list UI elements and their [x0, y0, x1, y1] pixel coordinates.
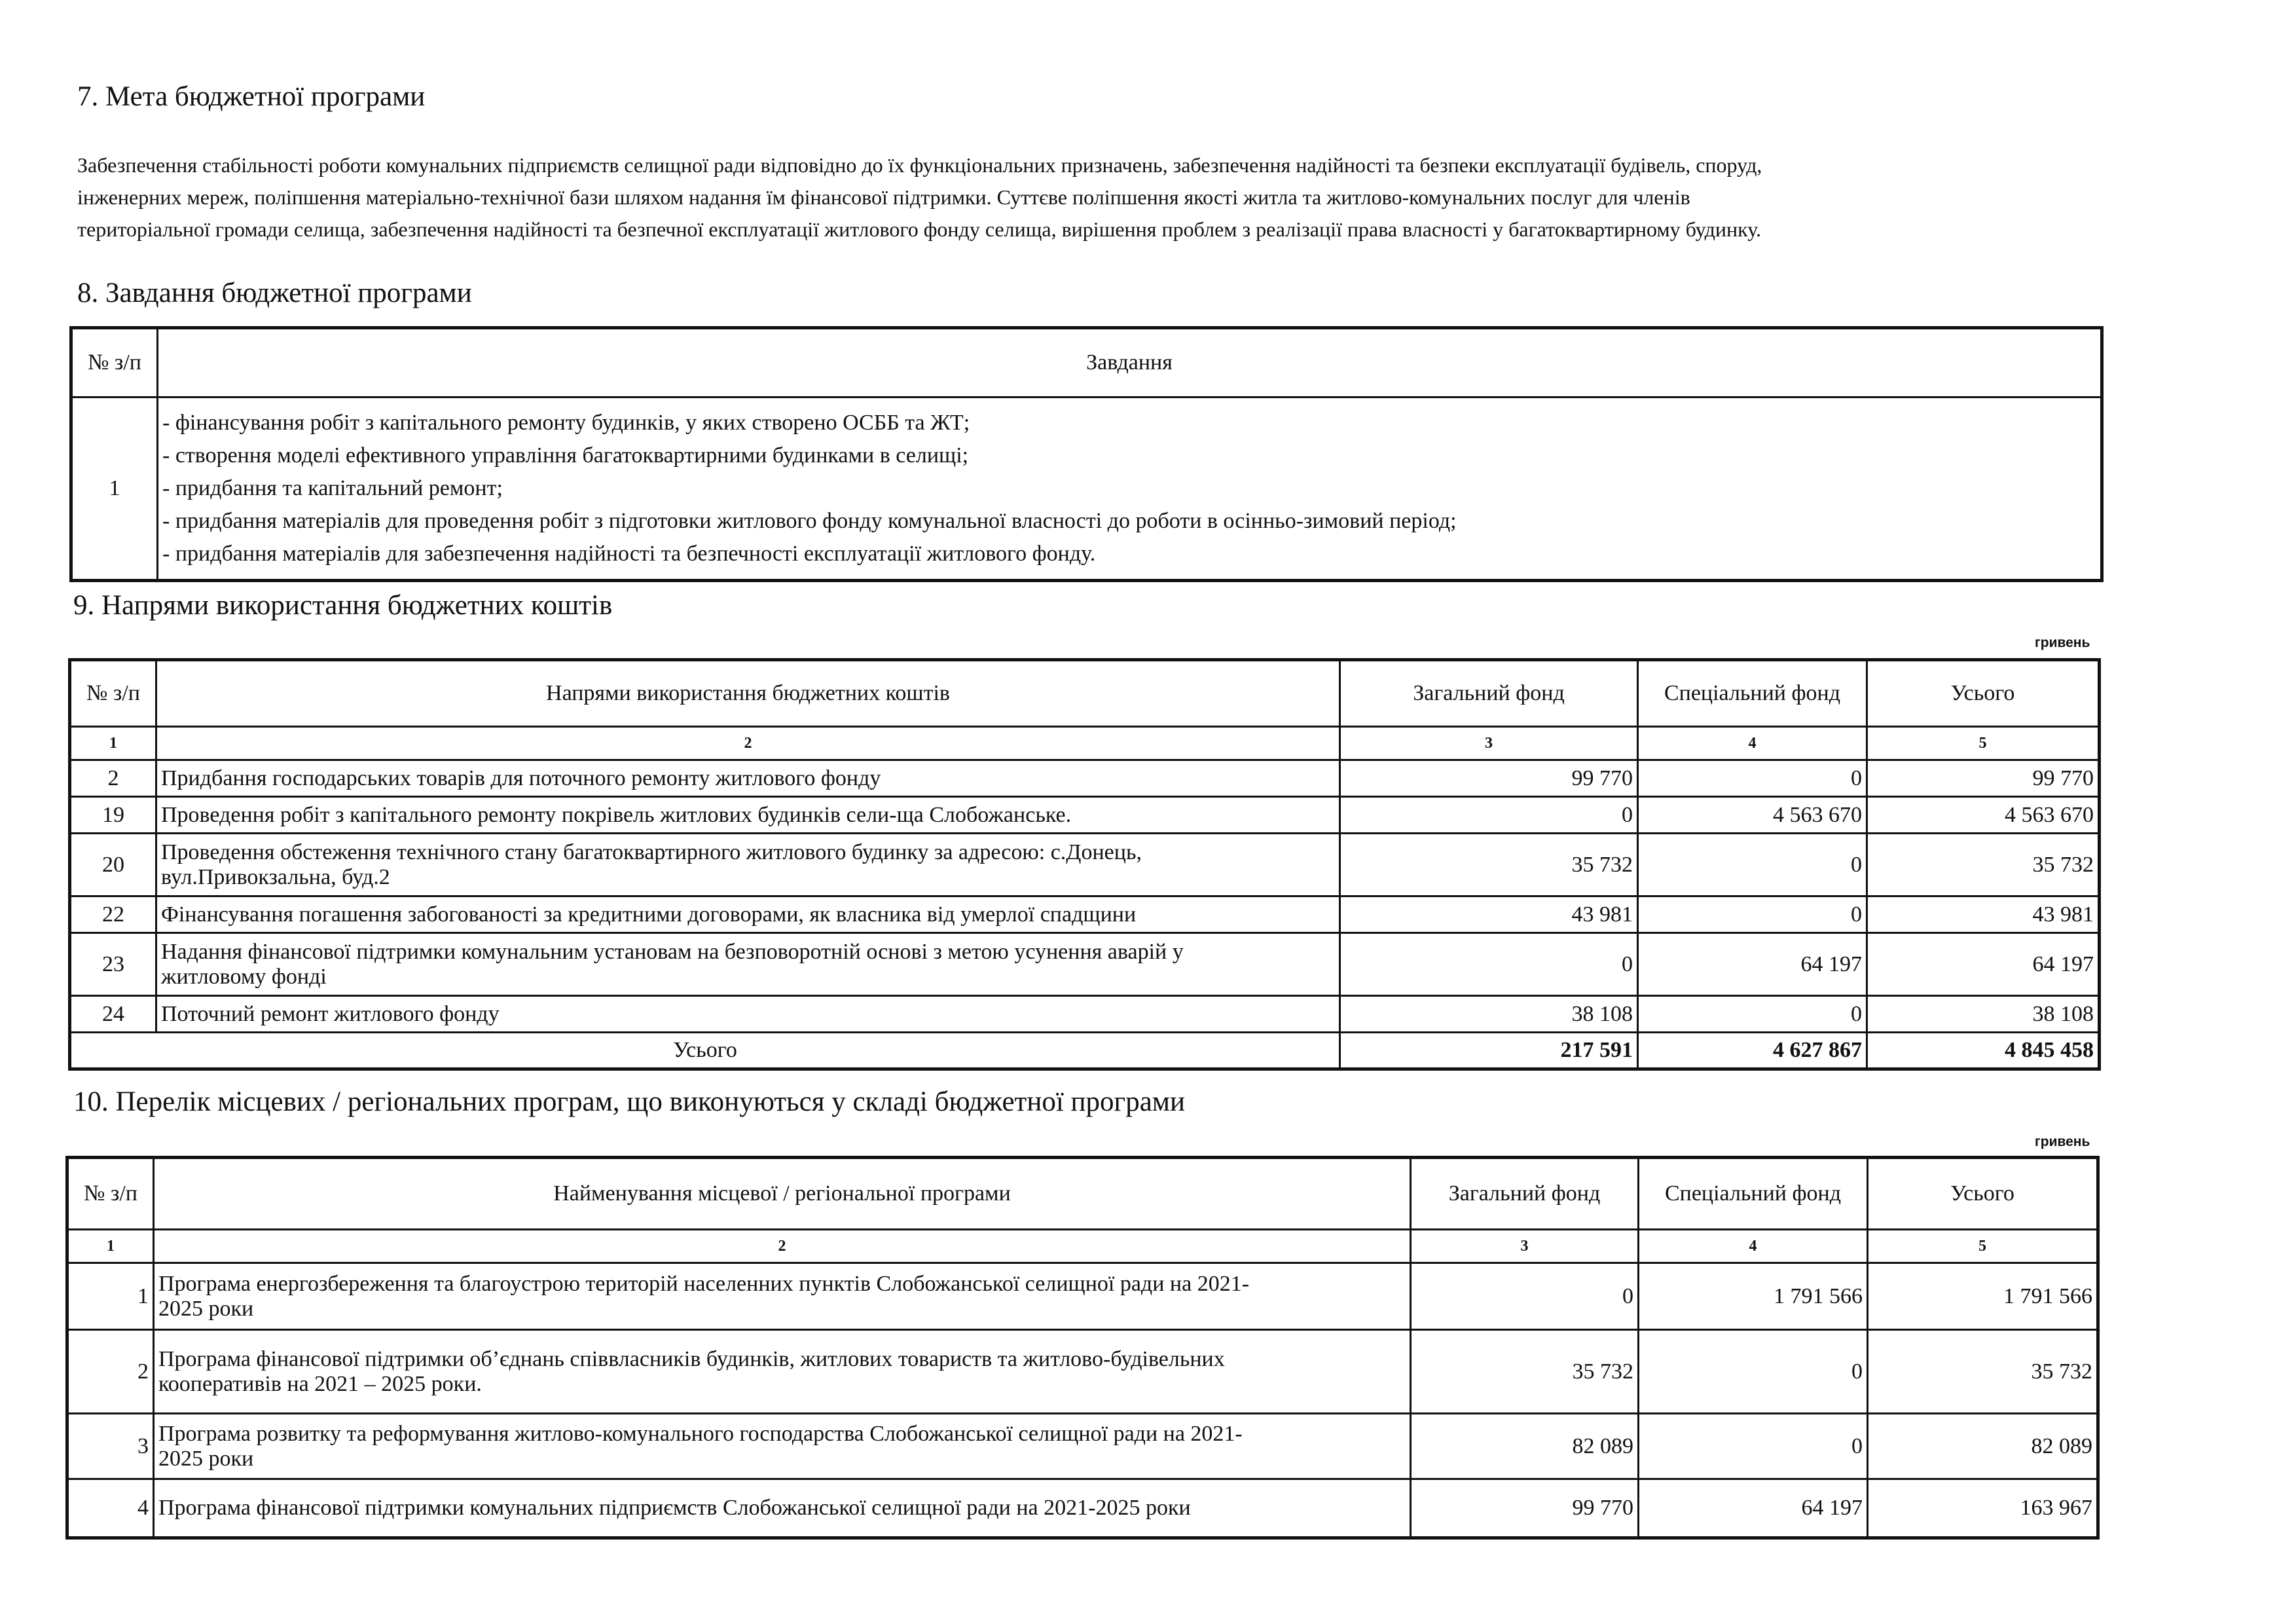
section-9-unit: гривень [2035, 635, 2090, 650]
row-special-fund: 0 [1638, 896, 1867, 933]
row-program [154, 1263, 1411, 1330]
col-total-header: Усього [1867, 660, 2100, 727]
row-special-fund: 0 [1639, 1330, 1868, 1414]
row-total: 163 967 [1868, 1479, 2098, 1538]
row-direction-line: житловому фонді [161, 964, 327, 989]
col-index: 4 [1638, 727, 1867, 760]
col-num-header: № з/п [71, 328, 158, 397]
task-content [158, 397, 2102, 581]
row-special-fund: 4 563 670 [1638, 797, 1867, 834]
budget-directions-table [68, 658, 2101, 1071]
col-index: 3 [1411, 1230, 1639, 1263]
row-num: 22 [70, 896, 156, 933]
task-line: - створення моделі ефективного управління багатоквартирними будинками в селищі; [162, 443, 969, 468]
row-program [154, 1414, 1411, 1479]
row-program-line: Програма фінансової підтримки об’єднань співвласників будинків, житлових товариств та житлово-будівельних [158, 1346, 1225, 1371]
row-direction [156, 996, 1340, 1033]
task-row [71, 397, 2102, 581]
table-row [70, 933, 2100, 996]
total-total: 4 845 458 [1867, 1033, 2100, 1069]
col-total-header: Усього [1868, 1158, 2098, 1230]
row-num: 20 [70, 834, 156, 896]
section-9-title: 9. Напрями використання бюджетних коштів [73, 590, 613, 621]
row-num: 1 [67, 1263, 154, 1330]
row-general-fund: 82 089 [1411, 1414, 1639, 1479]
row-direction-line: Поточний ремонт житлового фонду [161, 1001, 500, 1026]
table-row [70, 996, 2100, 1033]
row-total: 43 981 [1867, 896, 2100, 933]
task-line: - придбання та капітальний ремонт; [162, 476, 503, 500]
task-num: 1 [71, 397, 158, 581]
col-index: 4 [1639, 1230, 1868, 1263]
row-special-fund: 1 791 566 [1639, 1263, 1868, 1330]
table-row [67, 1330, 2098, 1414]
col-program-header: Найменування місцевої / регіональної програми [154, 1158, 1411, 1230]
budget-directions-header [70, 660, 2100, 727]
regional-programs-header [67, 1158, 2098, 1230]
row-total: 64 197 [1867, 933, 2100, 996]
section-7-text [77, 149, 2212, 246]
row-direction [156, 896, 1340, 933]
row-general-fund: 38 108 [1340, 996, 1638, 1033]
column-index-row [70, 727, 2100, 760]
col-index: 2 [154, 1230, 1411, 1263]
table-row [70, 797, 2100, 834]
row-special-fund: 0 [1638, 834, 1867, 896]
row-special-fund: 64 197 [1638, 933, 1867, 996]
table-row [67, 1414, 2098, 1479]
col-general-fund-header: Загальний фонд [1411, 1158, 1639, 1230]
row-program-line: 2025 роки [158, 1446, 254, 1471]
row-program [154, 1479, 1411, 1538]
row-num: 2 [67, 1330, 154, 1414]
table-row [67, 1263, 2098, 1330]
row-total: 38 108 [1867, 996, 2100, 1033]
row-direction-line: Придбання господарських товарів для поточного ремонту житлового фонду [161, 766, 881, 790]
column-index-row [67, 1230, 2098, 1263]
row-program-line: кооперативів на 2021 – 2025 роки. [158, 1371, 482, 1396]
section-10-title: 10. Перелік місцевих / регіональних програм, що виконуються у складі бюджетної програми [73, 1086, 1185, 1117]
row-total: 82 089 [1868, 1414, 2098, 1479]
regional-programs-table [65, 1156, 2100, 1540]
col-general-fund-header: Загальний фонд [1340, 660, 1638, 727]
total-special-fund: 4 627 867 [1638, 1033, 1867, 1069]
col-special-fund-header: Спеціальний фонд [1638, 660, 1867, 727]
table-row [70, 896, 2100, 933]
row-num: 24 [70, 996, 156, 1033]
row-program-line: Програма розвитку та реформування житлово-комунального господарства Слобожанської селищної ради на 2021- [158, 1421, 1243, 1446]
row-general-fund: 35 732 [1340, 834, 1638, 896]
row-num: 19 [70, 797, 156, 834]
row-special-fund: 64 197 [1639, 1479, 1868, 1538]
row-direction [156, 933, 1340, 996]
table-row [70, 834, 2100, 896]
row-direction-line: Проведення обстеження технічного стану багатоквартирного житлового будинку за адресою: с.Донець, [161, 840, 1142, 864]
row-direction-line: Фінансування погашення забогованості за кредитними договорами, як власника від умерлої спадщини [161, 902, 1137, 927]
section-10-unit: гривень [2035, 1134, 2090, 1149]
section-7-title: 7. Мета бюджетної програми [77, 81, 426, 112]
row-direction [156, 834, 1340, 896]
row-total: 99 770 [1867, 760, 2100, 797]
col-index: 1 [70, 727, 156, 760]
row-direction [156, 760, 1340, 797]
section-7-text-line: інженерних мереж, поліпшення матеріально-технічної бази шляхом надання їм фінансової підтримки. Суттєве поліпшення якості житла та житлово-комунальних послуг для членів [77, 185, 1690, 209]
row-direction [156, 797, 1340, 834]
section-7-text-line: Забезпечення стабільності роботи комунальних підприємств селищної ради відповідно до їх функціональних призначень, забезпечення надійності та безпеки експлуатації будівель, споруд, [77, 153, 1762, 177]
table-row [70, 760, 2100, 797]
table-row [67, 1479, 2098, 1538]
row-general-fund: 0 [1340, 933, 1638, 996]
section-8-title: 8. Завдання бюджетної програми [77, 278, 472, 308]
row-program-line: Програма енергозбереження та благоустрою територій населенних пунктів Слобожанської селищної ради на 2021- [158, 1271, 1250, 1296]
task-line: - придбання матеріалів для забезпечення надійності та безпечності експлуатації житлового фонду. [162, 542, 1096, 566]
row-special-fund: 0 [1638, 996, 1867, 1033]
row-program [154, 1330, 1411, 1414]
row-num: 3 [67, 1414, 154, 1479]
total-row [70, 1033, 2100, 1069]
row-total: 35 732 [1868, 1330, 2098, 1414]
col-index: 5 [1868, 1230, 2098, 1263]
col-num-header: № з/п [70, 660, 156, 727]
row-general-fund: 0 [1411, 1263, 1639, 1330]
row-general-fund: 99 770 [1411, 1479, 1639, 1538]
col-direction-header: Напрями використання бюджетних коштів [156, 660, 1340, 727]
col-index: 3 [1340, 727, 1638, 760]
total-label: Усього [70, 1033, 1340, 1069]
row-general-fund: 43 981 [1340, 896, 1638, 933]
row-direction-line: Проведення робіт з капітального ремонту покрівель житлових будинків сели-ща Слобожанське. [161, 802, 1072, 827]
col-index: 1 [67, 1230, 154, 1263]
col-task-header: Завдання [158, 328, 2102, 397]
col-index: 2 [156, 727, 1340, 760]
row-program-line: Програма фінансової підтримки комунальних підприємств Слобожанської селищної ради на 2021-2025 роки [158, 1496, 1191, 1520]
row-general-fund: 35 732 [1411, 1330, 1639, 1414]
row-total: 35 732 [1867, 834, 2100, 896]
row-num: 2 [70, 760, 156, 797]
task-line: - фінансування робіт з капітального ремонту будинків, у яких створено ОСББ та ЖТ; [162, 411, 970, 435]
row-total: 1 791 566 [1868, 1263, 2098, 1330]
row-special-fund: 0 [1639, 1414, 1868, 1479]
row-direction-line: Надання фінансової підтримки комунальним установам на безповоротній основі з метою усунення аварій у [161, 939, 1184, 964]
row-direction-line: вул.Привокзальна, буд.2 [161, 864, 390, 889]
row-total: 4 563 670 [1867, 797, 2100, 834]
total-general-fund: 217 591 [1340, 1033, 1638, 1069]
task-line: - придбання матеріалів для проведення робіт з підготовки житлового фонду комунальної власності до роботи в осінньо-зимовий період; [162, 509, 1457, 533]
row-program-line: 2025 роки [158, 1296, 254, 1321]
row-general-fund: 99 770 [1340, 760, 1638, 797]
row-num: 4 [67, 1479, 154, 1538]
col-special-fund-header: Спеціальний фонд [1639, 1158, 1868, 1230]
row-special-fund: 0 [1638, 760, 1867, 797]
col-num-header: № з/п [67, 1158, 154, 1230]
tasks-table [69, 326, 2104, 582]
tasks-table-header [71, 328, 2102, 397]
row-num: 23 [70, 933, 156, 996]
section-7-text-line: територіальної громади селища, забезпечення надійності та безпечної експлуатації житлового фонду селища, вирішення проблем з реалізації права власності у багатоквартирному будинку. [77, 217, 1762, 241]
col-index: 5 [1867, 727, 2100, 760]
row-general-fund: 0 [1340, 797, 1638, 834]
